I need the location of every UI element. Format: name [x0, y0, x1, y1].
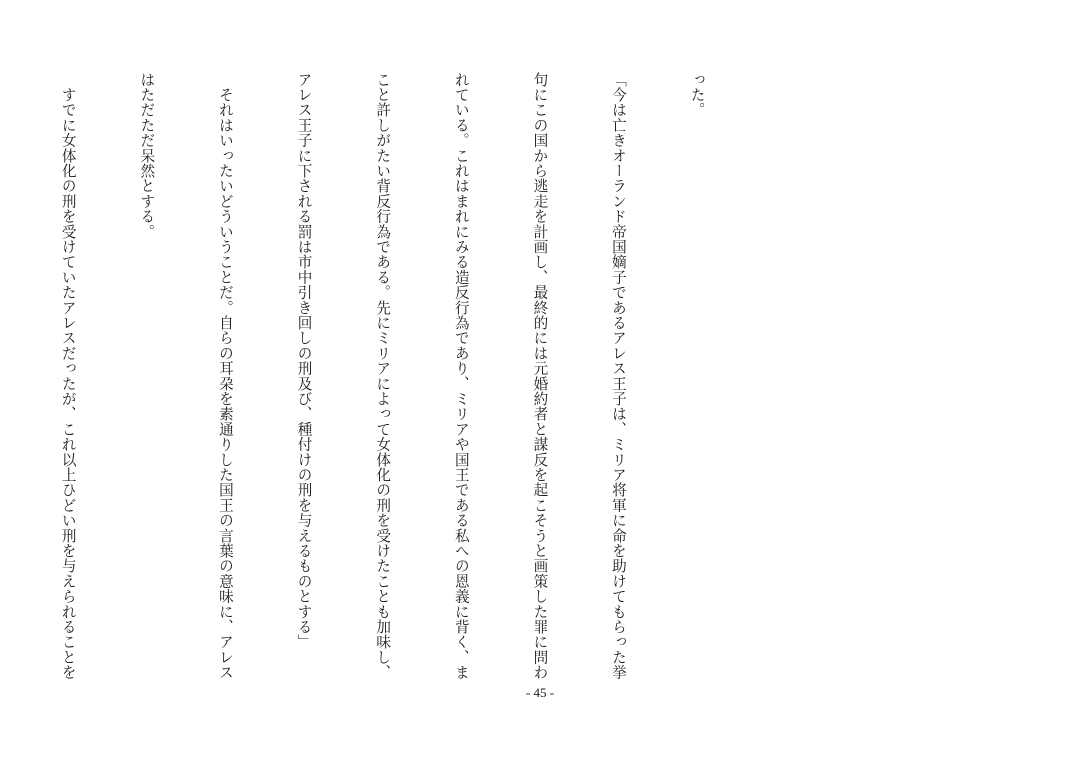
vertical-text-body: [0, 72, 762, 682]
text-line: 句にこの国から逃走を計画し、最終的には元婚約者と謀反を起こそうと画策した罪に問わ: [531, 72, 549, 680]
text-line: 「今は亡きオーランド帝国嫡子であるアレス王子は、ミリア将軍に命を助けてもらった挙: [609, 72, 627, 680]
text-line: はただただ呆然とする。: [138, 72, 156, 240]
text-line: った。: [688, 72, 706, 118]
text-line: それはいったいどういうことだ。自らの耳朶を素通りした国王の言葉の意味に、アレス: [216, 72, 234, 680]
text-line: アレス王子に下される罰は市中引き回しの刑及び、種付けの刑を与えるものとする」: [295, 72, 313, 650]
text-line: れている。これはまれにみる造反行為であり、ミリアや国王である私への恩義に背く、ま: [452, 72, 470, 680]
text-line: こと許しがたい背反行為である。先にミリアによって女体化の刑を受けたことも加味し、: [374, 72, 392, 680]
text-line: すでに女体化の刑を受けていたアレスだったが、これ以上ひどい刑を与えられることを: [59, 72, 77, 680]
page-number: - 45 -: [525, 685, 555, 700]
text-line: [0, 72, 2, 682]
